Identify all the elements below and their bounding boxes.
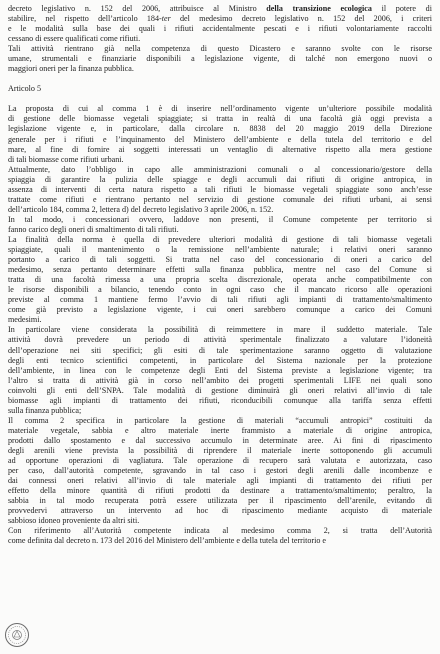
text-segment: Articolo 5 [8,84,42,94]
text-segment: La proposta di cui al comma 1 è di inserire nell’ordinamento vigente un’ulteriore possibile modalità [8,104,432,114]
text-segment: generale per i rifiuti e l’inquinamento del Ministero dell’ambiente e della tutela del territorio e del [8,134,432,144]
text-line [8,205,432,215]
italic-text: ter [161,14,171,24]
text-segment: sulla finanza pubblica; [8,405,82,415]
text-line [8,135,432,145]
text-line [8,64,432,74]
text-segment: dell’ambiente, in linea con le competenze degli Enti del Sistema previste a legislazione vigente; tra [8,365,432,375]
text-segment: degli enti tecnico scientifici competenti, in particolare del Sistema nazionale per la protezione [8,355,432,365]
document-body [8,4,432,546]
text-segment: come definita dal decreto n. 173 del 2016 del Ministero dell’ambiente e della tutela del territorio e [8,536,327,546]
text-line [8,54,432,64]
text-line [8,536,432,546]
text-line [8,406,432,416]
text-segment: le risorse disponibili a bilancio, tenendo conto in ogni caso che il mancato ricorso alle operazioni [8,285,432,295]
text-segment: In particolare viene considerata la possibilità di reimmettere in mare il suddetto materiale. Tale [8,325,432,335]
text-line [8,486,432,496]
text-line [8,376,432,386]
text-line [8,44,432,54]
text-segment: dell’operazione nei siti specifici; gli esiti di tale sperimentazione saranno oggetto di valutazione [8,345,432,355]
text-line [8,124,432,134]
text-line [8,145,432,155]
text-line [8,305,432,315]
text-segment: In tal modo, i concessionari ovvero, laddove non presenti, il Comune competente per territorio si [8,214,432,224]
text-segment: l’altro si tratta di attività già in corso nell’ambito dei progetti sperimentali LIFE nei quali sono [8,375,432,385]
text-segment: effetto della minore quantità di rifiuti prodotti da destinare a trattamento/smaltimento; peraltro, la [8,486,432,496]
text-segment: tratta di una facoltà rimessa a una propria scelta discrezionale, operata anche compatibilmente con [8,275,432,285]
text-line [8,356,432,366]
text-segment: Tali attività rientrano già nella competenza di questo Dicastero e saranno svolte con le risorse [8,44,432,54]
text-segment: legislazione vigente e, in particolare, dalla circolare n. 8838 del 20 maggio 2019 della Direzione [8,124,432,134]
text-segment: biomasse agli impianti di trattamento dei rifiuti, riconducibili comunque alla tariffa senza effetti [8,395,432,405]
text-line [8,295,432,305]
text-segment: decreto legislativo n. 152 del 2006, attribuisce al Ministro [8,4,267,13]
text-line [8,416,432,426]
text-line [8,436,432,446]
text-line [8,396,432,406]
text-line [8,34,432,44]
text-segment: dai connessi oneri relativi all’invio di tale materiale agli impianti di trattamento dei rifiuti per [8,476,432,486]
text-line [8,155,432,165]
text-segment: umane, strumentali e finanziarie disponibili a legislazione vigente, di talché non emergono nuovi o [8,54,432,64]
text-line [8,335,432,345]
text-segment: di gestione delle biomasse vegetali spiaggiate; si tratta in realtà di una facoltà già oggi prevista a [8,114,432,124]
text-segment: sabbia in tal modo recuperata potrà essere utilizzata per il ripascimento dell’arenile, evitando di [8,496,432,506]
text-segment: trattate come rifiuti e rientrano pertanto nel servizio di gestione comunale dei rifiuti urbani, ai sensi [8,194,432,204]
text-segment: come già previsto a legislazione vigente, i cui oneri sarebbero comunque a carico dei Comuni [8,305,432,315]
text-line [8,215,432,225]
text-segment: e le modalità sulla base dei quali i rifiuti accidentalmente pescati e i rifiuti volontariamente raccolti [8,24,432,34]
text-segment: attività dovrà prevedere un periodo di attività sperimentale finalizzato a valutare l’idoneità [8,335,432,345]
text-line [8,255,432,265]
text-line [8,315,432,325]
text-line [8,175,432,185]
text-line [8,165,432,175]
text-segment: spiaggia di garantire la pulizia delle spiagge e degli accumuli dai rifiuti di origine antropica, in [8,174,432,184]
text-segment: cessano di essere qualificati come rifiuti. [8,34,141,44]
text-line [8,4,432,14]
text-line [8,114,432,124]
text-line [8,506,432,516]
text-line [8,496,432,506]
text-line [8,466,432,476]
text-segment: di tali biomasse come rifiuti urbani. [8,154,124,164]
text-segment: degli arenili viene prevista la possibilità di riprendere il materiale inerte sottoponendo gli accumuli [8,445,432,455]
section-heading [8,84,432,94]
text-line [8,346,432,356]
text-line [8,104,432,114]
text-line [8,366,432,376]
text-segment: previste al comma 1 mantiene fermo l’avvio di tali rifiuti agli impianti di trattamento/smaltimento [8,295,432,305]
text-line [8,245,432,255]
text-segment: prodotti dallo spostamento e dal successivo accumulo in determinate aree. Ai fini di ripascimento [8,435,432,445]
text-line [8,275,432,285]
text-line [8,426,432,436]
text-line [8,14,432,24]
text-segment: portanto a carico di tali soggetti. Si tratta nel caso del concessionario di oneri a carico del [8,255,432,265]
official-stamp-seal [4,622,30,648]
text-segment: sabbioso idoneo proveniente da altri siti. [8,516,140,526]
text-segment: Attualmente, dato l’obbligo in capo alle amministrazioni comunali o al concessionario/gestore della [8,164,432,174]
text-line [8,476,432,486]
text-segment: Con riferimento all’Autorità competente indicata al medesimo comma 2, si tratta dell’Autorità [8,526,432,536]
text-segment: mare, al fine di fornire ai soggetti interessati un ventaglio di alternative rispetto alla mera gestione [8,144,432,154]
text-segment: Il comma 2 specifica in particolare la gestione di materiali “accumuli antropici” costituiti da [8,415,432,425]
text-line [8,225,432,235]
text-line [8,24,432,34]
text-segment: La finalità della norma è quella di prevedere ulteriori modalità di gestione di tali biomasse vegetali [8,234,432,244]
text-segment: medesimo, senza pertanto determinare effetti sulla finanza pubblica, mentre nel caso del Comune si [8,265,432,275]
text-segment: provvedervi attraverso un intervento ad hoc di ripascimento mediante acquisto di materiale [8,506,432,516]
text-line [8,195,432,205]
text-line [8,265,432,275]
text-segment: del medesimo decreto legislativo n. 152 del 2006, i criteri [170,14,432,24]
text-line [8,446,432,456]
text-line [8,325,432,335]
text-segment: dell’articolo 184, comma 2, lettera d) del decreto legislativo 3 aprile 2006, n. 152. [8,204,274,214]
text-line [8,235,432,245]
text-segment: per caso, dall’autorità competente, sgravando in tal caso i gestori degli arenili dalle incombenze e [8,466,432,476]
bold-text: della transizione ecologica [266,4,372,13]
text-line [8,526,432,536]
text-segment: coinvolti gli enti dell’SNPA. Tale modalità di gestione diminuirà gli oneri relativi all’invio di tale [8,385,432,395]
text-line [8,456,432,466]
text-segment: medesimi. [8,315,42,325]
text-line [8,516,432,526]
text-segment: fanno carico degli oneri di smaltimento di tali rifiuti. [8,224,179,234]
text-segment: assenza di interventi di certa natura rispetto a tali rifiuti le biomasse vegetali spiaggiate sono anch’esse [8,184,432,194]
text-segment: materiale vegetale, sabbia e altro materiale inerte frammisto a materiale di origine antropica, [8,425,432,435]
text-line [8,285,432,295]
text-segment: stabilire, nel rispetto dell’articolo 184- [8,14,162,24]
text-line [8,185,432,195]
text-segment: spiaggiate, quali il mantenimento o la remissione nell’ambiente naturale; i relativi oneri saranno [8,245,432,255]
text-segment: maggiori oneri per la finanza pubblica. [8,64,134,74]
text-segment: ad opportune operazioni di vagliatura. Tale operazione di recupero sarà valutata e autorizzata, caso [8,456,432,466]
text-segment: il potere di [371,4,432,13]
text-line [8,386,432,396]
